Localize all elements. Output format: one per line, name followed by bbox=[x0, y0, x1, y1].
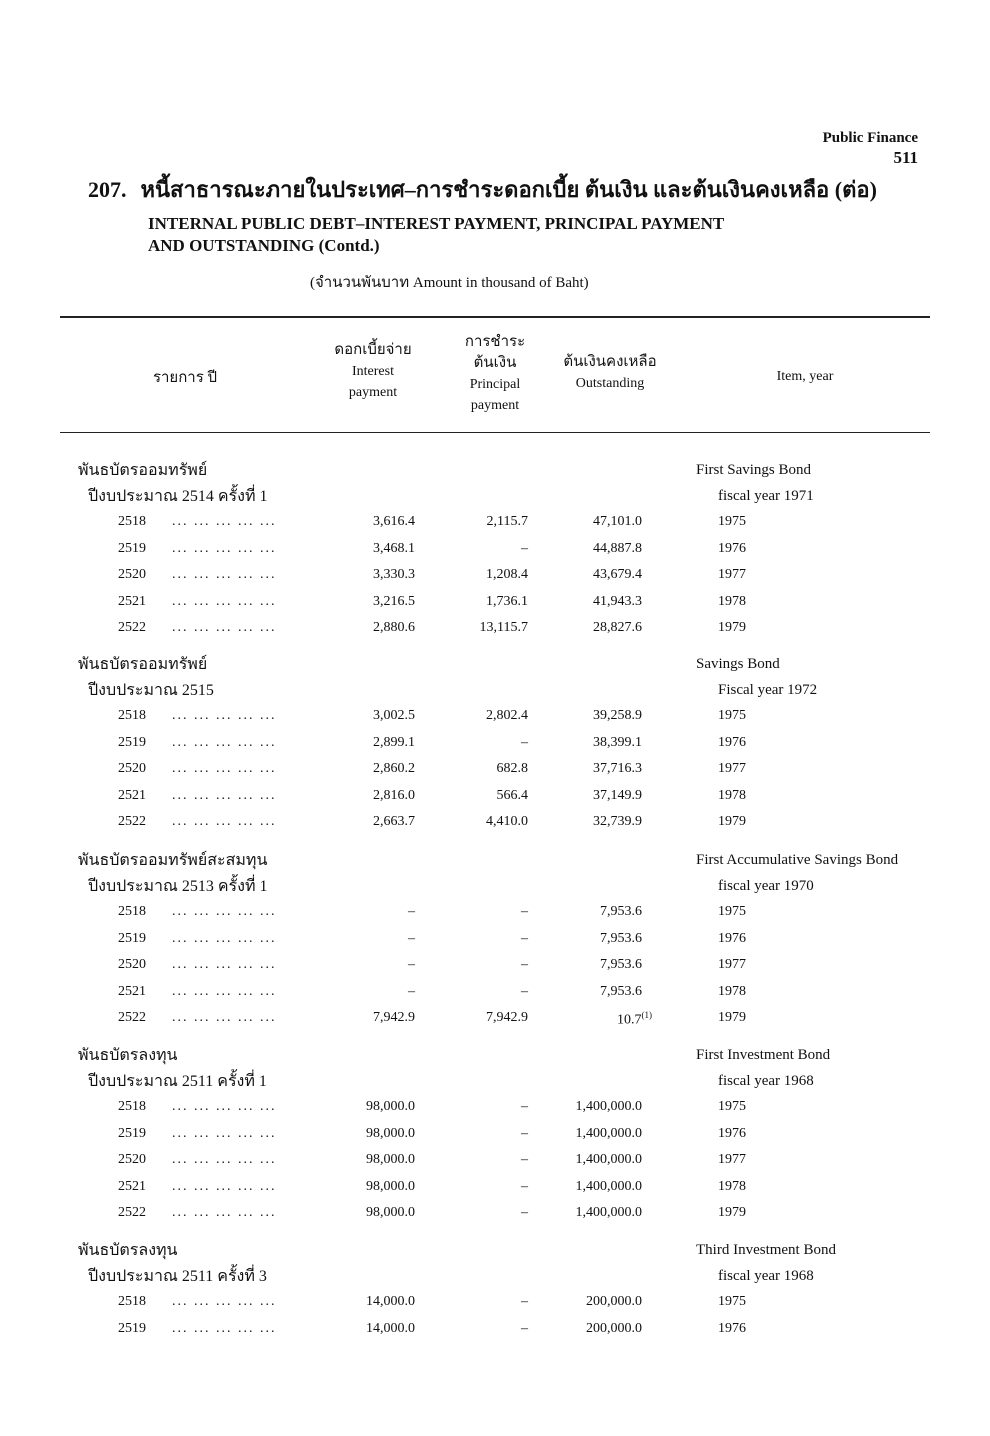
principal-thai-label-2: ต้นเงิน bbox=[473, 355, 517, 371]
row-interest-value: 7,942.9 bbox=[373, 1010, 415, 1025]
table-row bbox=[0, 788, 990, 814]
table-row bbox=[0, 541, 990, 567]
section-subtitle-english: fiscal year 1970 bbox=[718, 878, 814, 894]
interest-thai-label: ดอกเบี้ยจ่าย bbox=[334, 342, 412, 358]
row-outstanding-value: 7,953.6 bbox=[600, 957, 642, 972]
row-leader-dots: ... ... ... ... ... bbox=[172, 904, 277, 919]
section-title-thai: พันธบัตรลงทุน bbox=[78, 1047, 178, 1064]
section-subtitle-english: Fiscal year 1972 bbox=[718, 682, 818, 698]
row-year-english: 1979 bbox=[718, 1010, 746, 1025]
row-leader-dots: ... ... ... ... ... bbox=[172, 567, 277, 582]
row-principal-value: 7,942.9 bbox=[486, 1010, 528, 1025]
row-interest-value: – bbox=[408, 957, 415, 972]
section-subtitle-thai: ปีงบประมาณ 2511 ครั้งที่ 1 bbox=[88, 1073, 267, 1090]
row-principal-value: – bbox=[521, 1152, 528, 1167]
row-interest-value: – bbox=[408, 983, 415, 999]
row-year-thai: 2520 bbox=[118, 957, 146, 972]
section-subtitle-thai: ปีงบประมาณ 2514 ครั้งที่ 1 bbox=[88, 488, 268, 505]
row-year-english: 1975 bbox=[718, 514, 746, 529]
row-year-english: 1977 bbox=[718, 1152, 746, 1167]
row-leader-dots: ... ... ... ... ... bbox=[172, 761, 277, 776]
row-year-thai: 2519 bbox=[118, 734, 146, 750]
row-interest-value: – bbox=[408, 930, 415, 946]
page-header bbox=[823, 128, 918, 168]
row-outstanding-value: 37,149.9 bbox=[593, 787, 642, 803]
table-row bbox=[0, 814, 990, 840]
row-principal-value: – bbox=[521, 1178, 528, 1194]
row-principal-value: – bbox=[521, 1205, 528, 1220]
row-interest-value: 98,000.0 bbox=[366, 1099, 415, 1114]
row-leader-dots: ... ... ... ... ... bbox=[172, 1010, 277, 1025]
item-thai-label: รายการ ปี bbox=[152, 370, 218, 386]
row-year-english: 1978 bbox=[718, 593, 746, 609]
section-title-english: Savings Bond bbox=[696, 656, 780, 672]
row-year-thai: 2521 bbox=[118, 983, 146, 999]
row-year-thai: 2518 bbox=[118, 514, 146, 529]
table-header-rule bbox=[60, 432, 930, 433]
row-year-english: 1976 bbox=[718, 930, 746, 946]
row-principal-value: 566.4 bbox=[496, 787, 528, 803]
section-subtitle-english: fiscal year 1968 bbox=[718, 1073, 814, 1089]
row-leader-dots: ... ... ... ... ... bbox=[172, 1320, 277, 1336]
section-title-thai: พันธบัตรออมทรัพย์สะสมทุน bbox=[78, 852, 268, 869]
row-interest-value: 2,816.0 bbox=[373, 787, 415, 803]
row-year-thai: 2522 bbox=[118, 1010, 146, 1025]
row-year-english: 1979 bbox=[718, 814, 746, 829]
row-year-english: 1977 bbox=[718, 957, 746, 972]
unit-note: (จำนวนพันบาท Amount in thousand of Baht) bbox=[310, 275, 589, 291]
title-thai-text: หนี้สาธารณะภายในประเทศ–การชำระดอกเบี้ย ต้นเงิน และต้นเงินคงเหลือ (ต่อ) bbox=[140, 177, 877, 202]
row-interest-value: 3,468.1 bbox=[373, 540, 415, 556]
outstanding-thai-label: ต้นเงินคงเหลือ bbox=[563, 354, 657, 370]
row-year-thai: 2522 bbox=[118, 620, 146, 635]
section-subtitle-thai: ปีงบประมาณ 2511 ครั้งที่ 3 bbox=[88, 1268, 267, 1285]
row-year-thai: 2522 bbox=[118, 1205, 146, 1220]
row-year-thai: 2520 bbox=[118, 567, 146, 582]
row-year-english: 1975 bbox=[718, 708, 746, 723]
row-outstanding-value: 1,400,000.0 bbox=[575, 1152, 642, 1167]
section-label: Public Finance bbox=[822, 130, 918, 146]
row-year-english: 1978 bbox=[718, 787, 746, 803]
row-outstanding-value: 37,716.3 bbox=[593, 761, 642, 776]
table-row bbox=[0, 1205, 990, 1231]
title-english-line-2: AND OUTSTANDING (Contd.) bbox=[148, 236, 380, 255]
row-year-thai: 2519 bbox=[118, 930, 146, 946]
row-outstanding-value: 39,258.9 bbox=[593, 708, 642, 723]
row-leader-dots: ... ... ... ... ... bbox=[172, 814, 277, 829]
table-row bbox=[0, 1126, 990, 1152]
row-principal-value: 1,208.4 bbox=[486, 567, 528, 582]
row-principal-value: 1,736.1 bbox=[486, 593, 528, 609]
table-row bbox=[0, 1294, 990, 1320]
row-interest-value: 98,000.0 bbox=[366, 1205, 415, 1220]
row-principal-value: 4,410.0 bbox=[486, 814, 528, 829]
row-leader-dots: ... ... ... ... ... bbox=[172, 1294, 277, 1309]
row-principal-value: – bbox=[521, 957, 528, 972]
row-year-thai: 2518 bbox=[118, 1294, 146, 1309]
row-principal-value: 2,802.4 bbox=[486, 708, 528, 723]
row-outstanding-value: 38,399.1 bbox=[593, 734, 642, 750]
row-year-english: 1977 bbox=[718, 761, 746, 776]
row-year-english: 1975 bbox=[718, 1099, 746, 1114]
row-principal-value: – bbox=[521, 734, 528, 750]
table-row bbox=[0, 904, 990, 930]
section-title-english: First Accumulative Savings Bond bbox=[696, 852, 899, 868]
table-row bbox=[0, 708, 990, 734]
row-year-thai: 2518 bbox=[118, 904, 146, 919]
row-outstanding-value: 200,000.0 bbox=[586, 1294, 642, 1309]
section-title-english: Third Investment Bond bbox=[696, 1242, 836, 1258]
table-row bbox=[0, 984, 990, 1010]
row-year-thai: 2521 bbox=[118, 593, 146, 609]
row-outstanding-value: 47,101.0 bbox=[593, 514, 642, 529]
title-block bbox=[88, 172, 948, 257]
table-row bbox=[0, 957, 990, 983]
row-leader-dots: ... ... ... ... ... bbox=[172, 930, 277, 946]
row-interest-value: 2,663.7 bbox=[373, 814, 415, 829]
table-row bbox=[0, 1152, 990, 1178]
table-row bbox=[0, 620, 990, 646]
row-principal-value: 682.8 bbox=[496, 761, 528, 776]
row-interest-value: 98,000.0 bbox=[366, 1152, 415, 1167]
table-row bbox=[0, 567, 990, 593]
row-principal-value: 2,115.7 bbox=[486, 514, 528, 529]
row-year-thai: 2520 bbox=[118, 761, 146, 776]
row-year-thai: 2518 bbox=[118, 708, 146, 723]
row-outstanding-value: 32,739.9 bbox=[593, 814, 642, 829]
row-year-english: 1976 bbox=[718, 540, 746, 556]
row-outstanding-value: 1,400,000.0 bbox=[575, 1125, 642, 1141]
section-subtitle-english: fiscal year 1968 bbox=[718, 1268, 814, 1284]
row-principal-value: – bbox=[521, 1125, 528, 1141]
row-year-english: 1975 bbox=[718, 1294, 746, 1309]
table-row bbox=[0, 514, 990, 540]
footnote-marker: (1) bbox=[641, 1010, 652, 1020]
row-interest-value: 3,616.4 bbox=[373, 514, 415, 529]
row-outstanding-value: 7,953.6 bbox=[600, 930, 642, 946]
row-year-thai: 2521 bbox=[118, 1178, 146, 1194]
table-top-rule bbox=[60, 316, 930, 318]
row-principal-value: – bbox=[521, 1320, 528, 1336]
column-header-item-english bbox=[740, 366, 870, 387]
row-leader-dots: ... ... ... ... ... bbox=[172, 514, 277, 529]
title-english-line-1: INTERNAL PUBLIC DEBT–INTEREST PAYMENT, PRINCIPAL PAYMENT bbox=[148, 214, 725, 233]
table-row bbox=[0, 594, 990, 620]
row-interest-value: 3,330.3 bbox=[373, 567, 415, 582]
section-title-thai: พันธบัตรออมทรัพย์ bbox=[78, 462, 208, 479]
row-interest-value: 98,000.0 bbox=[366, 1125, 415, 1141]
row-year-english: 1976 bbox=[718, 734, 746, 750]
row-interest-value: 2,899.1 bbox=[373, 734, 415, 750]
row-principal-value: – bbox=[521, 930, 528, 946]
principal-en-label-2: payment bbox=[470, 398, 520, 413]
title-english bbox=[148, 213, 948, 257]
row-outstanding-value: 41,943.3 bbox=[593, 593, 642, 609]
row-principal-value: – bbox=[521, 904, 528, 919]
row-leader-dots: ... ... ... ... ... bbox=[172, 957, 277, 972]
title-thai bbox=[88, 172, 948, 207]
row-year-english: 1976 bbox=[718, 1125, 746, 1141]
section-subtitle-english: fiscal year 1971 bbox=[718, 488, 814, 504]
column-header-item-thai bbox=[130, 368, 240, 389]
row-leader-dots: ... ... ... ... ... bbox=[172, 620, 277, 635]
row-leader-dots: ... ... ... ... ... bbox=[172, 734, 277, 750]
row-outstanding-value: 1,400,000.0 bbox=[575, 1099, 642, 1114]
row-year-english: 1975 bbox=[718, 904, 746, 919]
interest-en-label-1: Interest bbox=[352, 364, 394, 379]
row-leader-dots: ... ... ... ... ... bbox=[172, 1099, 277, 1114]
row-interest-value: 2,860.2 bbox=[373, 761, 415, 776]
row-interest-value: 14,000.0 bbox=[366, 1294, 415, 1309]
row-outstanding-value: 10.7$^{(1)}$ bbox=[617, 1010, 652, 1028]
row-interest-value: 3,216.5 bbox=[373, 593, 415, 609]
row-principal-value: 13,115.7 bbox=[479, 620, 528, 635]
row-principal-value: – bbox=[521, 983, 528, 999]
column-header-interest bbox=[318, 340, 428, 403]
table-row bbox=[0, 735, 990, 761]
table-row bbox=[0, 1099, 990, 1125]
row-principal-value: – bbox=[521, 1294, 528, 1309]
principal-thai-label-1: การชำระ bbox=[464, 334, 526, 350]
row-outstanding-value: 7,953.6 bbox=[600, 904, 642, 919]
row-interest-value: 2,880.6 bbox=[373, 620, 415, 635]
row-outstanding-value: 1,400,000.0 bbox=[575, 1178, 642, 1194]
row-year-thai: 2521 bbox=[118, 787, 146, 803]
table-row bbox=[0, 1179, 990, 1205]
table-row bbox=[0, 1010, 990, 1036]
row-year-thai: 2518 bbox=[118, 1099, 146, 1114]
interest-en-label-2: payment bbox=[348, 385, 398, 400]
table-row bbox=[0, 931, 990, 957]
row-year-english: 1978 bbox=[718, 983, 746, 999]
row-principal-value: – bbox=[521, 1099, 528, 1114]
row-year-thai: 2519 bbox=[118, 540, 146, 556]
row-outstanding-value: 28,827.6 bbox=[593, 620, 642, 635]
section-subtitle-thai: ปีงบประมาณ 2515 bbox=[88, 682, 214, 699]
row-outstanding-value: 44,887.8 bbox=[593, 540, 642, 556]
column-header-outstanding bbox=[550, 352, 670, 394]
row-outstanding-value: 43,679.4 bbox=[593, 567, 642, 582]
page-number: 511 bbox=[893, 148, 918, 167]
row-year-english: 1978 bbox=[718, 1178, 746, 1194]
section-subtitle-thai: ปีงบประมาณ 2513 ครั้งที่ 1 bbox=[88, 878, 268, 895]
row-interest-value: 14,000.0 bbox=[366, 1320, 415, 1336]
section-title-thai: พันธบัตรออมทรัพย์ bbox=[78, 656, 208, 673]
row-leader-dots: ... ... ... ... ... bbox=[172, 787, 277, 803]
row-leader-dots: ... ... ... ... ... bbox=[172, 540, 277, 556]
row-leader-dots: ... ... ... ... ... bbox=[172, 1205, 277, 1220]
row-year-thai: 2519 bbox=[118, 1125, 146, 1141]
row-leader-dots: ... ... ... ... ... bbox=[172, 1178, 277, 1194]
row-outstanding-value: 1,400,000.0 bbox=[575, 1205, 642, 1220]
row-leader-dots: ... ... ... ... ... bbox=[172, 1125, 277, 1141]
row-year-thai: 2522 bbox=[118, 814, 146, 829]
row-year-thai: 2520 bbox=[118, 1152, 146, 1167]
principal-en-label-1: Principal bbox=[469, 377, 521, 392]
row-year-thai: 2519 bbox=[118, 1320, 146, 1336]
row-interest-value: 98,000.0 bbox=[366, 1178, 415, 1194]
row-interest-value: 3,002.5 bbox=[373, 708, 415, 723]
row-leader-dots: ... ... ... ... ... bbox=[172, 708, 277, 723]
table-row bbox=[0, 761, 990, 787]
row-leader-dots: ... ... ... ... ... bbox=[172, 983, 277, 999]
row-year-english: 1979 bbox=[718, 620, 746, 635]
row-leader-dots: ... ... ... ... ... bbox=[172, 593, 277, 609]
row-year-english: 1976 bbox=[718, 1320, 746, 1336]
table-number: 207. bbox=[88, 177, 127, 202]
row-principal-value: – bbox=[521, 540, 528, 556]
row-year-english: 1979 bbox=[718, 1205, 746, 1220]
row-year-english: 1977 bbox=[718, 567, 746, 582]
table-row bbox=[0, 1321, 990, 1347]
section-title-english: First Investment Bond bbox=[696, 1047, 831, 1063]
item-english-label: Item, year bbox=[776, 369, 834, 384]
row-leader-dots: ... ... ... ... ... bbox=[172, 1152, 277, 1167]
outstanding-en-label: Outstanding bbox=[575, 376, 645, 391]
column-header-principal bbox=[440, 332, 550, 416]
section-title-thai: พันธบัตรลงทุน bbox=[78, 1242, 178, 1259]
section-title-english: First Savings Bond bbox=[696, 462, 812, 478]
row-interest-value: – bbox=[408, 904, 415, 919]
row-outstanding-value: 200,000.0 bbox=[586, 1320, 642, 1336]
row-outstanding-value: 7,953.6 bbox=[600, 983, 642, 999]
